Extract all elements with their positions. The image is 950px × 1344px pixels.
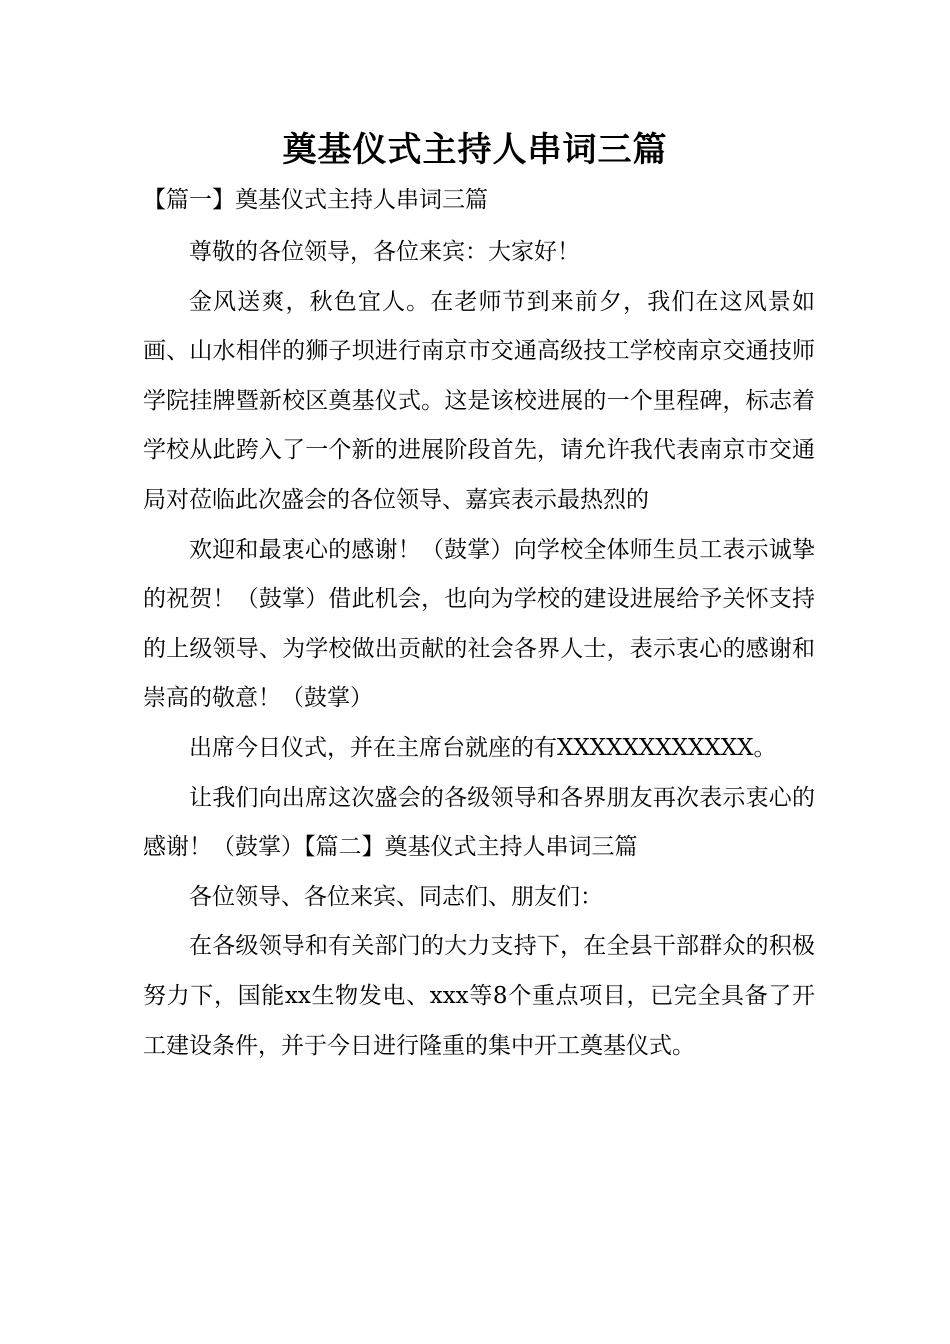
paragraph-greeting-2: 各位领导、各位来宾、同志们、朋友们： (189, 883, 603, 910)
document-body (143, 228, 815, 1071)
paragraph-attendees: 出席今日仪式，并在主席台就座的有XXXXXXXXXXXX。 (189, 734, 777, 761)
paragraph-closing: 让我们向出席这次盛会的各级领导和各界朋友再次表示衷心的感谢！（鼓掌）【篇二】奠基仪式主持人串词三篇 (143, 784, 815, 861)
document-title: 奠基仪式主持人串词三篇 (282, 130, 668, 170)
paragraph-greeting: 尊敬的各位领导，各位来宾：大家好！ (189, 239, 580, 265)
section-heading: 【篇一】奠基仪式主持人串词三篇 (143, 187, 488, 213)
paragraph-project-intro: 在各级领导和有关部门的大力支持下，在全县干部群众的积极努力下，国能xx生物发电、xxx等8个重点项目，已完全具备了开工建设条件，并于今日进行隆重的集中开工奠基仪式。 (143, 933, 815, 1059)
paragraph-opening: 金风送爽，秋色宜人。在老师节到来前夕，我们在这风景如画、山水相伴的狮子坝进行南京市交通高级技工学校南京交通技师学院挂牌暨新校区奠基仪式。这是该校进展的一个里程碑，标志着学校从此跨入了一个新的进展阶段首先，请允许我代表南京市交通局对莅临此次盛会的各位领导、嘉宾表示最热烈的 (143, 288, 815, 513)
paragraph-thanks: 欢迎和最衷心的感谢！（鼓掌）向学校全体师生员工表示诚挚的祝贺！（鼓掌）借此机会，也向为学校的建设进展给予关怀支持的上级领导、为学校做出贡献的社会各界人士，表示衷心的感谢和崇高的敬意！（鼓掌） (143, 536, 815, 712)
